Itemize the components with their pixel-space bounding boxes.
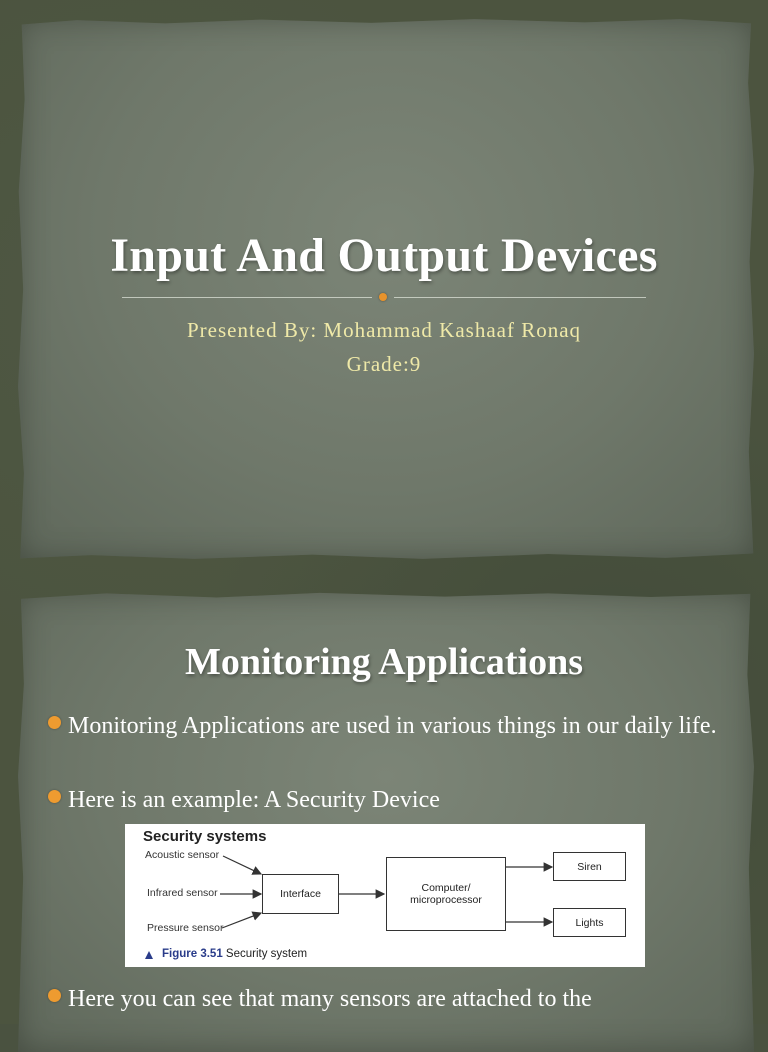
slide-2-title: Monitoring Applications [185,641,583,683]
grade-line: Grade:9 [346,352,422,376]
bullet-dot [48,716,61,729]
lights-box: Lights [553,908,626,937]
bullet-dot [48,790,61,803]
acoustic-sensor-label: Acoustic sensor [145,849,220,861]
figure-caption-number: Figure 3.51 [162,948,223,960]
siren-box: Siren [553,852,626,881]
computer-box: Computer/ microprocessor [386,857,506,931]
security-system-figure [125,824,645,967]
bullet-dot [48,989,61,1002]
bullet-item-2: Here is an example: A Security Device [68,787,440,813]
presenter-line: Presented By: Mohammad Kashaaf Ronaq [186,318,582,342]
interface-box: Interface [262,874,339,914]
figure-caption-text: Security system [225,948,308,960]
title-divider-right [394,297,646,298]
infrared-sensor-label: Infrared sensor [147,887,218,899]
slide-1-title: Input And Output Devices [110,229,658,282]
title-divider-dot [379,293,387,301]
slide-1[interactable] [18,18,754,560]
figure-title: Security systems [143,828,267,845]
bullet-item-3: Here you can see that many sensors are attached to the [68,986,592,1012]
bullet-item-1: Monitoring Applications are used in various things in our daily life. [68,713,717,739]
caption-triangle-icon [145,951,153,959]
title-divider-left [122,297,372,298]
arrow-acoustic-to-interface [223,856,261,874]
arrow-pressure-to-interface [222,913,261,928]
pressure-sensor-label: Pressure sensor [147,922,224,934]
figure-caption [162,948,307,960]
